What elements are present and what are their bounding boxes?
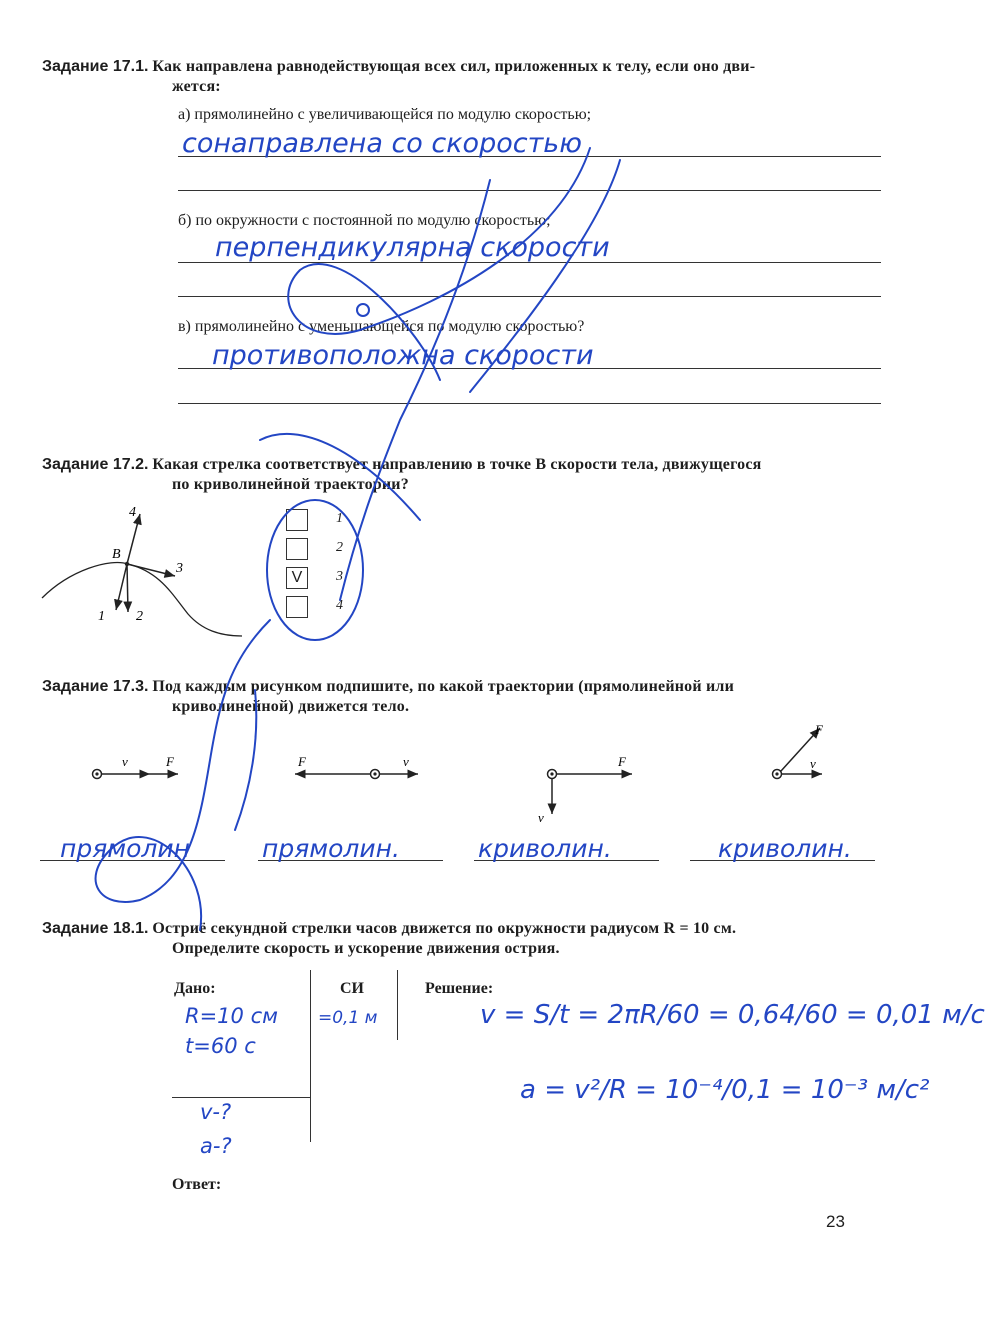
task-17-1 xyxy=(0,0,1000,420)
option-box-2[interactable] xyxy=(286,538,308,560)
question-c: в) прямолинейно с уменьшающейся по модулю скоростью? xyxy=(178,318,585,335)
si-header: СИ xyxy=(340,980,364,997)
fig3-f-label: F xyxy=(618,754,626,769)
task-17-2-heading xyxy=(42,456,892,474)
task-17-2-text: Какая стрелка соответствует направлению в точке B скорости тела, движущегося xyxy=(152,456,762,473)
find-velocity: v-? xyxy=(200,1100,232,1124)
task-17-1-title: Задание 17.1. xyxy=(42,58,149,75)
option-box-3-checked[interactable] xyxy=(286,567,308,589)
arrow-label-4: 4 xyxy=(129,505,136,520)
check-mark: V xyxy=(291,569,303,586)
task-17-2-title: Задание 17.2. xyxy=(42,456,149,473)
solution-header: Решение: xyxy=(425,980,494,997)
option-box-4[interactable] xyxy=(286,596,308,618)
find-acceleration: a-? xyxy=(200,1134,232,1158)
option-label-4: 4 xyxy=(336,598,343,613)
task-17-3-heading xyxy=(42,678,892,696)
motion-figures xyxy=(80,718,840,828)
fig4-v-label: v xyxy=(810,756,816,771)
task-17-3-text-cont: криволинейной) движется тело. xyxy=(172,698,410,715)
task-17-2-text-cont: по криволинейной траектории? xyxy=(172,476,409,493)
arrow-1 xyxy=(116,564,127,610)
point-b-label: B xyxy=(112,547,121,562)
formula-velocity: v = S/t = 2πR/60 = 0,64/60 = 0,01 м/с xyxy=(480,1000,985,1030)
fig3-v-label: v xyxy=(538,810,544,825)
fig2-f-label: F xyxy=(298,754,306,769)
fig1-v-label: v xyxy=(122,754,128,769)
trajectory-diagram xyxy=(30,500,270,650)
formula-acceleration: a = v²/R = 10⁻⁴/0,1 = 10⁻³ м/с² xyxy=(520,1075,930,1105)
task-17-3-text: Под каждым рисунком подпишите, по какой траектории (прямолинейной или xyxy=(152,678,734,695)
si-conversion: =0,1 м xyxy=(318,1008,378,1028)
option-label-3: 3 xyxy=(336,569,343,584)
answer-line-c2 xyxy=(178,403,881,404)
task-17-1-text: Как направлена равнодействующая всех сил, приложенных к телу, если оно дви- xyxy=(152,58,756,75)
arrow-4 xyxy=(127,514,140,564)
given-time: t=60 с xyxy=(185,1034,256,1058)
given-radius: R=10 см xyxy=(185,1004,278,1028)
handwritten-answer-b: перпендикулярна скорости xyxy=(215,232,610,263)
question-b: б) по окружности с постоянной по модулю скоростью; xyxy=(178,212,551,229)
arrow-label-1: 1 xyxy=(98,609,105,624)
fig4-f-label: F xyxy=(815,722,823,737)
task-17-3-title: Задание 17.3. xyxy=(42,678,149,695)
task-18-1-text-cont: Определите скорость и ускорение движения острия. xyxy=(172,940,560,957)
given-find-separator xyxy=(172,1097,310,1098)
given-header: Дано: xyxy=(174,980,216,997)
handwritten-label-2: прямолин. xyxy=(262,834,400,863)
handwritten-label-1: прямолин xyxy=(60,834,190,863)
option-box-1[interactable] xyxy=(286,509,308,531)
fig2-v-label: v xyxy=(403,754,409,769)
answer-label: Ответ: xyxy=(172,1176,222,1193)
fig1-f-label: F xyxy=(166,754,174,769)
task-18-1-title: Задание 18.1. xyxy=(42,920,149,937)
option-label-1: 1 xyxy=(336,511,343,526)
page-number: 23 xyxy=(826,1212,845,1231)
divider-given-si xyxy=(310,970,311,1142)
handwritten-label-3: криволин. xyxy=(478,834,612,863)
arrow-label-2: 2 xyxy=(136,609,143,624)
task-18-1-text: Остриё секундной стрелки часов движется по окружности радиусом R = 10 см. xyxy=(152,920,737,937)
handwritten-answer-a: сонаправлена со скоростью xyxy=(182,128,582,159)
answer-line-b2 xyxy=(178,296,881,297)
answer-line-a2 xyxy=(178,190,881,191)
arrow-2 xyxy=(127,564,128,612)
task-17-1-text-cont: жется: xyxy=(172,78,221,95)
answer-options xyxy=(286,505,366,625)
arrow-label-3: 3 xyxy=(176,561,183,576)
option-label-2: 2 xyxy=(336,540,343,555)
divider-si-solution xyxy=(397,970,398,1040)
handwritten-label-4: криволин. xyxy=(718,834,852,863)
trajectory-curve xyxy=(42,562,242,636)
question-a: а) прямолинейно с увеличивающейся по модулю скоростью; xyxy=(178,106,592,123)
task-18-1-heading xyxy=(42,920,892,938)
handwritten-answer-c: противоположна скорости xyxy=(212,340,594,371)
